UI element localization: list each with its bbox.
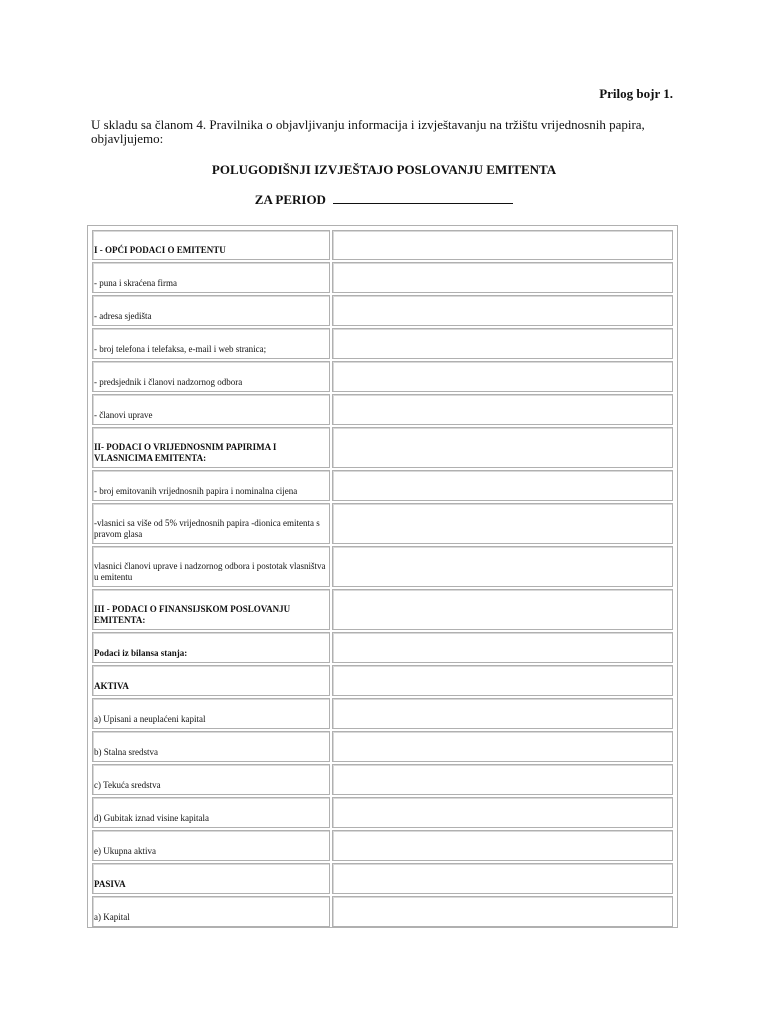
row-label-cell	[92, 427, 330, 468]
row-label-cell	[92, 830, 330, 861]
table-row	[91, 327, 674, 360]
table-row	[91, 796, 674, 829]
row-value-cell[interactable]	[332, 797, 673, 828]
table-row	[91, 697, 674, 730]
row-value-cell[interactable]	[332, 361, 673, 392]
row-label-cell	[92, 295, 330, 326]
row-value-cell[interactable]	[332, 503, 673, 544]
row-label: - broj telefona i telefaksa, e-mail i web stranica;	[94, 344, 267, 354]
table-row	[91, 393, 674, 426]
row-label: d) Gubitak iznad visine kapitala	[94, 813, 209, 823]
row-label-cell	[92, 470, 330, 501]
table-row	[91, 229, 674, 261]
row-value-cell[interactable]	[332, 896, 673, 927]
row-label-cell	[92, 797, 330, 828]
period-input-line[interactable]	[333, 192, 513, 204]
table-row	[91, 895, 674, 928]
row-label: a) Upisani a neuplaćeni kapital	[94, 714, 206, 724]
row-label-cell	[92, 503, 330, 544]
table-row	[91, 469, 674, 502]
row-label-cell	[92, 394, 330, 425]
row-value-cell[interactable]	[332, 665, 673, 696]
row-label-cell	[92, 863, 330, 894]
row-value-cell[interactable]	[332, 427, 673, 468]
intro-paragraph: U skladu sa članom 4. Pravilnika o objavljivanju informacija i izvještavanju na tržištu vrijednosnih papira, objavljujemo:	[91, 117, 645, 146]
row-label: - adresa sjedišta	[94, 311, 152, 321]
row-value-cell[interactable]	[332, 698, 673, 729]
document-title: POLUGODIŠNJI IZVJEŠTAJO POSLOVANJU EMITENTA	[211, 162, 557, 177]
row-label-cell	[92, 589, 330, 630]
table-row	[91, 261, 674, 294]
row-value-cell[interactable]	[332, 328, 673, 359]
row-value-cell[interactable]	[332, 546, 673, 587]
row-label-cell	[92, 632, 330, 663]
row-label-cell	[92, 665, 330, 696]
row-value-cell[interactable]	[332, 262, 673, 293]
row-label: c) Tekuća sredstva	[94, 780, 161, 790]
row-value-cell[interactable]	[332, 830, 673, 861]
row-value-cell[interactable]	[332, 764, 673, 795]
row-label: - predsjednik i članovi nadzornog odbora	[94, 377, 243, 387]
row-label-cell	[92, 328, 330, 359]
row-label-cell	[92, 764, 330, 795]
row-label: AKTIVA	[94, 681, 129, 691]
table-row	[91, 360, 674, 393]
row-value-cell[interactable]	[332, 863, 673, 894]
period-label: ZA PERIOD	[254, 192, 326, 207]
row-label-cell	[92, 731, 330, 762]
row-value-cell[interactable]	[332, 295, 673, 326]
report-form-table	[87, 225, 678, 928]
table-row	[91, 862, 674, 895]
row-value-cell[interactable]	[332, 589, 673, 630]
row-label: b) Stalna sredstva	[94, 747, 158, 757]
row-label: I - OPĆI PODACI O EMITENTU	[94, 245, 226, 255]
row-value-cell[interactable]	[332, 470, 673, 501]
table-row	[91, 294, 674, 327]
row-value-cell[interactable]	[332, 394, 673, 425]
row-label-cell	[92, 546, 330, 587]
row-label: - članovi uprave	[94, 410, 153, 420]
table-row	[91, 545, 674, 588]
row-label: II- PODACI O VRIJEDNOSNIM PAPIRIMA I VLASNICIMA EMITENTA:	[94, 442, 277, 463]
row-label-cell	[92, 361, 330, 392]
annex-label: Prilog bojr 1.	[599, 86, 673, 101]
row-label: III - PODACI O FINANSIJSKOM POSLOVANJU EMITENTA:	[94, 604, 291, 625]
table-row	[91, 730, 674, 763]
row-label: - broj emitovanih vrijednosnih papira i nominalna cijena	[94, 486, 298, 496]
row-label-cell	[92, 896, 330, 927]
row-label-cell	[92, 230, 330, 260]
table-row	[91, 631, 674, 664]
table-row	[91, 829, 674, 862]
row-label: a) Kapital	[94, 912, 130, 922]
table-row	[91, 426, 674, 469]
row-value-cell[interactable]	[332, 731, 673, 762]
row-label-cell	[92, 262, 330, 293]
row-label: e) Ukupna aktiva	[94, 846, 156, 856]
table-row	[91, 588, 674, 631]
table-row	[91, 664, 674, 697]
row-value-cell[interactable]	[332, 230, 673, 260]
period-line	[0, 192, 768, 208]
row-label: PASIVA	[94, 879, 126, 889]
row-label: Podaci iz bilansa stanja:	[94, 648, 188, 658]
row-label-cell	[92, 698, 330, 729]
row-label: -vlasnici sa više od 5% vrijednosnih papira -dionica emitenta s pravom glasa	[94, 518, 320, 539]
table-row	[91, 763, 674, 796]
row-label: vlasnici članovi uprave i nadzornog odbora i postotak vlasništva u emitentu	[94, 561, 326, 582]
row-value-cell[interactable]	[332, 632, 673, 663]
form-rows	[91, 229, 674, 928]
row-label: - puna i skraćena firma	[94, 278, 177, 288]
table-row	[91, 502, 674, 545]
